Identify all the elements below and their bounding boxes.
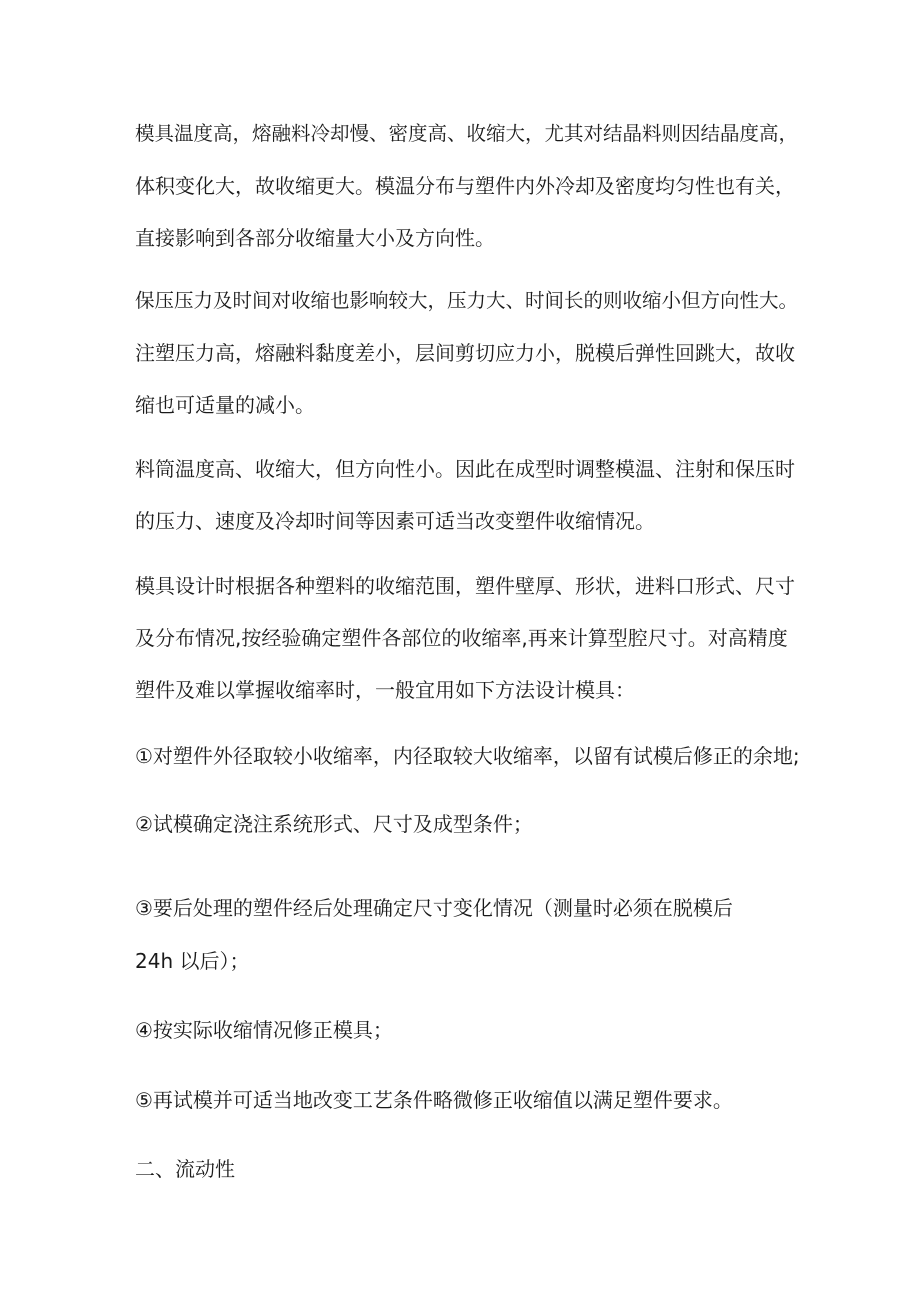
text-line: 料筒温度高、收缩大，但方向性小。因此在成型时调整模温、注射和保压时 [135,457,795,481]
list-item-3-continued [135,935,805,987]
text-line: 的压力、速度及冷却时间等因素可适当改变塑件收缩情况。 [135,509,655,533]
text-line: ②试模确定浇注系统形式、尺寸及成型条件； [135,812,533,836]
text-line: 直接影响到各部分收缩量大小及方向性。 [135,226,495,250]
text-line: 及分布情况,按经验确定塑件各部位的收缩率,再来计算型腔尺寸。对高精度 [135,626,788,650]
paragraph-mold-design [135,560,805,716]
text-line: 体积变化大，故收缩更大。模温分布与塑件内外冷却及密度均匀性也有关， [135,174,795,198]
paragraph-barrel-temperature [135,443,805,547]
section-heading-fluidity [135,1143,805,1195]
text-line: 塑件及难以掌握收缩率时，一般宜用如下方法设计模具： [135,678,635,702]
paragraph-holding-pressure [135,275,805,431]
text-line: 模具温度高，熔融料冷却慢、密度高、收缩大，尤其对结晶料则因结晶度高， [135,122,799,145]
text-line: ③要后处理的塑件经后处理确定尺寸变化情况（测量时必须在脱模后 [135,896,733,920]
text-line: ④按实际收缩情况修正模具； [135,1018,393,1042]
list-item-2 [135,798,805,850]
text-line: ⑤再试模并可适当地改变工艺条件略微修正收缩值以满足塑件要求。 [135,1088,733,1112]
text-line: ①对塑件外径取较小收缩率，内径取较大收缩率，以留有试模后修正的余地; [135,744,800,768]
text-line: 注塑压力高，熔融料黏度差小，层间剪切应力小，脱模后弹性回跳大，故收 [135,341,795,365]
list-item-3 [135,882,805,934]
list-item-1 [135,730,805,782]
text-line: 保压压力及时间对收缩也影响较大，压力大、时间长的则收缩小但方向性大。 [135,289,799,312]
text-line: 24h 以后）； [135,949,250,973]
list-item-4 [135,1004,805,1056]
paragraph-mold-temperature [135,108,805,264]
text-line: 缩也可适量的减小。 [135,393,315,417]
text-line: 模具设计时根据各种塑料的收缩范围，塑件壁厚、形状，进料口形式、尺寸 [135,574,795,598]
list-item-5 [135,1074,805,1126]
section-heading: 二、流动性 [135,1157,235,1181]
